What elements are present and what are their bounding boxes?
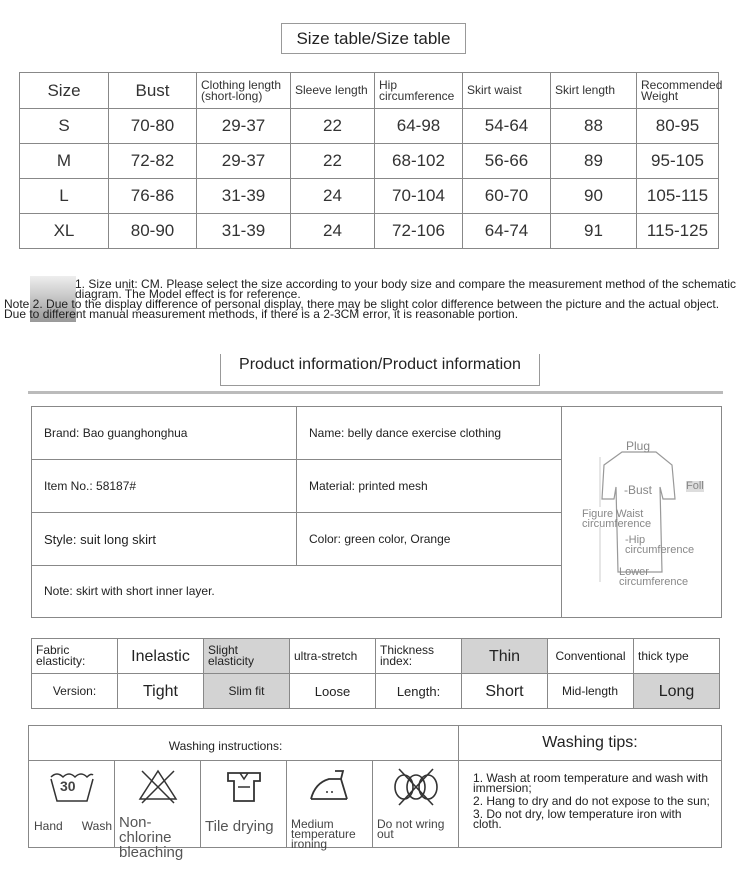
version-label: Version: <box>32 674 118 709</box>
product-name: Name: belly dance exercise clothing <box>297 407 562 460</box>
label-wash: Wash <box>81 819 112 833</box>
style: Style: suit long skirt <box>32 513 297 566</box>
hand-wash-cell <box>29 761 115 848</box>
size-cell: 29-37 <box>197 109 291 144</box>
option-slim-fit-selected: Slim fit <box>204 674 290 709</box>
fabric-elasticity-label: Fabric elasticity: <box>32 639 118 674</box>
option-long-selected: Long <box>634 674 720 709</box>
tile-drying-icon <box>222 767 266 807</box>
product-note: Note: skirt with short inner layer. <box>32 566 562 618</box>
size-cell: 24 <box>291 179 375 214</box>
size-cell: 89 <box>551 144 637 179</box>
label-plug: Plug <box>626 439 651 453</box>
size-cell: 56-66 <box>463 144 551 179</box>
option-slight-elasticity-selected: Slight elasticity <box>204 639 290 674</box>
label-no-wring: Do not wring out <box>377 817 445 841</box>
size-cell: 95-105 <box>637 144 719 179</box>
wash-temperature: 30 <box>60 778 76 794</box>
size-row <box>20 109 719 144</box>
divider <box>28 391 723 394</box>
size-cell: 72-106 <box>375 214 463 249</box>
size-cell: M <box>20 144 109 179</box>
color: Color: green color, Orange <box>297 513 562 566</box>
size-cell: S <box>20 109 109 144</box>
size-cell: 72-82 <box>109 144 197 179</box>
size-cell: 60-70 <box>463 179 551 214</box>
iron-medium-icon <box>305 767 355 807</box>
label-medium-ironing: Medium temperature ironing <box>291 817 356 851</box>
tip-3: 3. Do not dry, low temperature iron with cloth. <box>473 807 682 831</box>
option-inelastic: Inelastic <box>118 639 204 674</box>
label-lower: Lower circumference <box>619 566 689 588</box>
label-tile-drying: Tile drying <box>205 818 274 835</box>
product-info-title: Product information/Product information <box>220 354 540 386</box>
size-cell: 68-102 <box>375 144 463 179</box>
size-cell: 70-104 <box>375 179 463 214</box>
size-cell: 64-98 <box>375 109 463 144</box>
no-chlorine-bleach-icon <box>136 767 180 807</box>
size-cell: L <box>20 179 109 214</box>
length-label: Length: <box>376 674 462 709</box>
wring-cell <box>373 761 459 848</box>
size-cell: 64-74 <box>463 214 551 249</box>
size-cell: 31-39 <box>197 179 291 214</box>
item-number: Item No.: 58187# <box>32 460 297 513</box>
size-cell: 54-64 <box>463 109 551 144</box>
label-waist: Figure Waist circumference <box>582 508 652 530</box>
note-line-3: Due to different manual measurement methods, if there is a 2-3CM error, it is reasonable portion. <box>4 307 519 321</box>
size-cell: 70-80 <box>109 109 197 144</box>
tip-2: 2. Hang to dry and do not expose to the sun; <box>473 794 710 808</box>
note-line-1: 1. Size unit: CM. Please select the size according to your body size and compare the measurement method of the schematic diagram. The Model effect is for reference. <box>75 277 737 301</box>
header-hip: Hip circumference <box>375 73 463 109</box>
size-row <box>20 144 719 179</box>
washing-tips-title: Washing tips: <box>459 726 722 761</box>
option-tight: Tight <box>118 674 204 709</box>
material: Material: printed mesh <box>297 460 562 513</box>
size-table <box>19 72 723 249</box>
brand: Brand: Bao guanghonghua <box>32 407 297 460</box>
header-bust: Bust <box>109 73 197 109</box>
header-weight: Recommended Weight <box>637 73 719 109</box>
option-mid-length: Mid-length <box>548 674 634 709</box>
washing-tips <box>459 761 722 848</box>
washing-instructions-header: Washing instructions: <box>29 726 459 761</box>
size-cell: 24 <box>291 214 375 249</box>
label-non-chlorine: Non-chlorine bleaching <box>119 814 184 861</box>
label-foll: Foll <box>686 480 704 492</box>
header-clothing-length: Clothing length (short-long) <box>197 73 291 109</box>
header-skirt-length: Skirt length <box>551 73 637 109</box>
option-thin-selected: Thin <box>462 639 548 674</box>
size-cell: 90 <box>551 179 637 214</box>
size-cell: 22 <box>291 144 375 179</box>
tip-1: 1. Wash at room temperature and wash with immersion; <box>473 771 709 795</box>
size-cell: 91 <box>551 214 637 249</box>
thickness-label: Thickness index: <box>376 639 462 674</box>
measurement-diagram <box>562 407 722 618</box>
size-table-title: Size table/Size table <box>281 23 466 54</box>
option-ultra-stretch: ultra-stretch <box>290 639 376 674</box>
washing-table <box>28 725 722 861</box>
note-line-2: Note 2. Due to the display difference of personal display, there may be slight color difference between the picture and the actual object. <box>4 297 720 311</box>
no-wring-icon <box>389 767 443 807</box>
bleach-cell <box>115 761 201 861</box>
size-cell: 105-115 <box>637 179 719 214</box>
size-cell: 76-86 <box>109 179 197 214</box>
size-cell: 115-125 <box>637 214 719 249</box>
product-info-table <box>31 406 722 618</box>
header-sleeve-length: Sleeve length <box>291 73 375 109</box>
label-hip: -Hip circumference <box>625 534 695 556</box>
option-conventional: Conventional <box>548 639 634 674</box>
option-loose: Loose <box>290 674 376 709</box>
option-thick-type: thick type <box>634 639 720 674</box>
header-skirt-waist: Skirt waist <box>463 73 551 109</box>
fabric-table <box>31 638 720 709</box>
ironing-cell <box>287 761 373 851</box>
label-hand: Hand <box>34 819 63 833</box>
size-row <box>20 214 719 249</box>
size-table-header <box>20 73 719 109</box>
size-row <box>20 179 719 214</box>
drying-cell <box>201 761 287 848</box>
size-cell: 80-90 <box>109 214 197 249</box>
size-cell: 80-95 <box>637 109 719 144</box>
label-bust: -Bust <box>624 483 653 497</box>
header-size: Size <box>20 73 109 109</box>
size-cell: 22 <box>291 109 375 144</box>
size-cell: XL <box>20 214 109 249</box>
size-cell: 29-37 <box>197 144 291 179</box>
option-short: Short <box>462 674 548 709</box>
size-cell: 88 <box>551 109 637 144</box>
size-cell: 31-39 <box>197 214 291 249</box>
